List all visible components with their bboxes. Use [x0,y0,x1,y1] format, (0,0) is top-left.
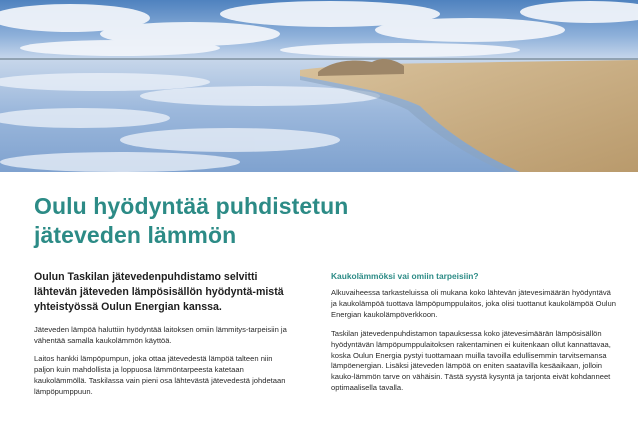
right-column [331,270,616,402]
left-column [34,270,294,404]
left-paragraph-2: Laitos hankki lämpöpumpun, joka ottaa jätevedestä lämpöä talteen niin paljon kuin mahdollista ja loppuosa lämmöntarpeesta katetaan kaukolämmöllä. Taskilassa vain pieni osa lähtevästä jätevedestä johdetaan lämpöpumppuun. [34,353,286,396]
right-paragraph-2: Taskilan jätevedenpuhdistamon tapauksessa koko jätevesimäärän lämpösisällön hyödyntävän lämpöpumppulaitoksen rakentaminen ei kuitenkaan ollut kannattavaa, koska Oulun Energia pystyi tuottamaan muilla tavoilla edullisemmin tarvitsemansa lämpöenergian. Lisäksi jäteveden lämpöä on eniten saatavilla kesäaikaan, jolloin kauko-lämmön tarve on vähäisin. Tästä syystä kysyntä ja tarjonta eivät kohdanneet optimaalisella tavalla. [331,328,611,393]
lake-landscape-image [0,0,638,172]
right-paragraph-1: Alkuvaiheessa tarkasteluissa oli mukana koko lähtevän jätevesimäärän hyödyntävä ja kaukolämpöä tuottava lämpöpumppulaitos, joka olisi tuottanut kaukolämpöä Oulun Energian kaukolämpöverkkoon. [331,288,616,319]
hero-photo [0,0,638,172]
article-lead: Oulun Taskilan jätevedenpuhdistamo selvitti lähtevän jäteveden lämpösisällön hyödyntä-mistä yhteistyössä Oulun Energian kanssa. [34,271,284,313]
article-title: Oulu hyödyntää puhdistetun jäteveden lämmön [34,193,349,248]
left-paragraph-1: Jäteveden lämpöä haluttiin hyödyntää laitoksen omiin lämmitys-tarpeisiin ja vähentää samalla kaukolämmön käyttöä. [34,325,287,345]
section-subheading: Kaukolämmöksi vai omiin tarpeisiin? [331,271,479,281]
